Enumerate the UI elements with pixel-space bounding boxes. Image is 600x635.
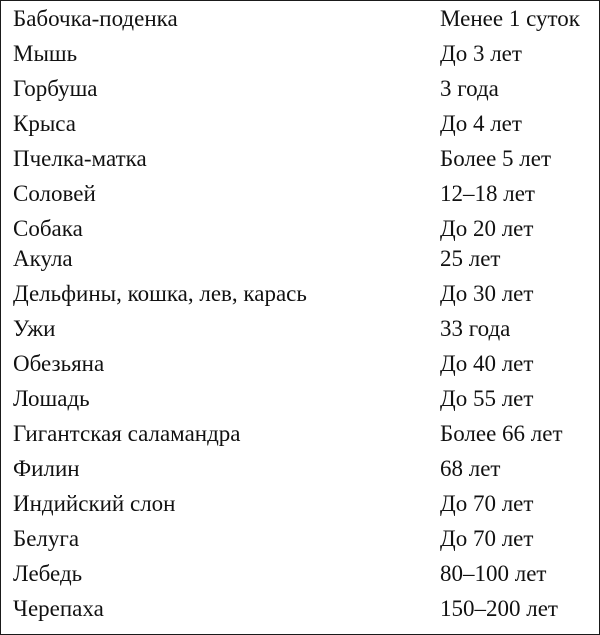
lifespan-value: До 70 лет bbox=[440, 526, 534, 551]
lifespan-value: 25 лет bbox=[440, 246, 501, 271]
table-row bbox=[0, 142, 598, 176]
table-row bbox=[0, 212, 598, 246]
animal-name: Ужи bbox=[13, 316, 56, 341]
lifespan-value: 12–18 лет bbox=[440, 181, 535, 206]
table-row bbox=[0, 487, 598, 521]
table-row bbox=[0, 347, 598, 381]
animal-name: Индийский слон bbox=[13, 491, 176, 516]
table-row bbox=[0, 72, 598, 106]
lifespan-value: До 4 лет bbox=[440, 111, 522, 136]
table-row bbox=[0, 382, 598, 416]
animal-name: Бабочка-поденка bbox=[13, 6, 178, 31]
lifespan-value: До 70 лет bbox=[440, 491, 534, 516]
table-row bbox=[0, 312, 598, 346]
lifespan-value: 150–200 лет bbox=[440, 596, 558, 621]
animal-name: Лебедь bbox=[13, 561, 83, 586]
animal-name: Пчелка-матка bbox=[13, 146, 147, 171]
animal-name: Гигантская саламандра bbox=[13, 421, 241, 446]
animal-name: Соловей bbox=[13, 181, 96, 206]
lifespan-value: До 40 лет bbox=[440, 351, 534, 376]
table-row bbox=[0, 2, 598, 36]
table-row bbox=[0, 37, 598, 71]
lifespan-value: 33 года bbox=[440, 316, 511, 341]
animal-name: Филин bbox=[13, 456, 80, 481]
lifespan-value: 80–100 лет bbox=[440, 561, 547, 586]
table-row bbox=[0, 592, 598, 626]
table-row bbox=[0, 522, 598, 556]
table-row bbox=[0, 452, 598, 486]
animal-name: Лошадь bbox=[13, 386, 90, 411]
lifespan-value: 68 лет bbox=[440, 456, 501, 481]
lifespan-value: 3 года bbox=[440, 76, 499, 101]
animal-name: Черепаха bbox=[13, 596, 104, 621]
animal-name: Горбуша bbox=[13, 76, 98, 101]
lifespan-value: Более 66 лет bbox=[440, 421, 563, 446]
lifespan-value: До 30 лет bbox=[440, 281, 534, 306]
table-row bbox=[0, 277, 598, 311]
animal-name: Мышь bbox=[13, 41, 78, 66]
lifespan-value: До 55 лет bbox=[440, 386, 534, 411]
table-row bbox=[0, 242, 598, 276]
animal-name: Акула bbox=[13, 246, 73, 271]
animal-name: Собака bbox=[13, 216, 83, 241]
animal-name: Белуга bbox=[13, 526, 80, 551]
lifespan-value: До 3 лет bbox=[440, 41, 522, 66]
animal-name: Обезьяна bbox=[13, 351, 105, 376]
lifespan-value: Более 5 лет bbox=[440, 146, 552, 171]
animal-name: Крыса bbox=[13, 111, 76, 136]
animal-name: Дельфины, кошка, лев, карась bbox=[13, 281, 307, 306]
table-row bbox=[0, 557, 598, 591]
table-row bbox=[0, 177, 598, 211]
lifespan-value: Менее 1 суток bbox=[440, 6, 580, 31]
table-row bbox=[0, 107, 598, 141]
table-row bbox=[0, 417, 598, 451]
lifespan-value: До 20 лет bbox=[440, 216, 534, 241]
